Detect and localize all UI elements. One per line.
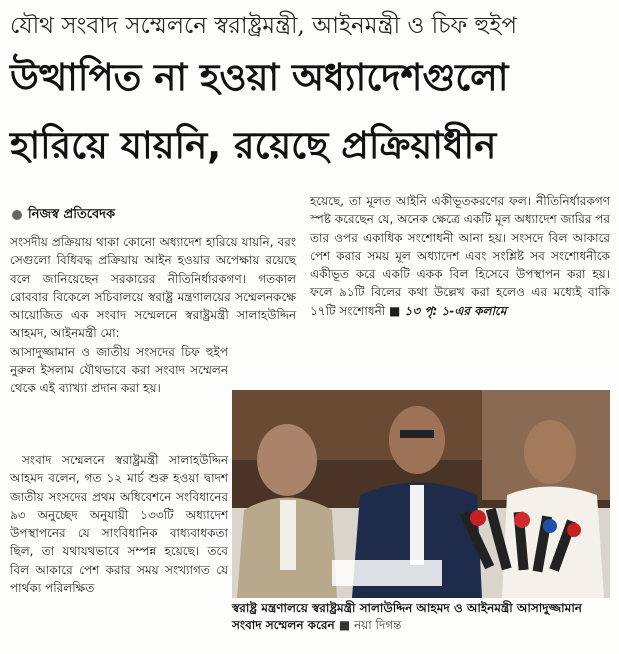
headline-line-2: হারিয়ে যায়নি, রয়েছে প্রক্রিয়াধীন — [10, 124, 497, 167]
article-paragraph-1: সংসদীয় প্রক্রিয়ায় থাকা কোনো অধ্যাদেশ হারিয়ে যায়নি, বরং সেগুলো বিধিবদ্ধ প্রক্রিয়ায় আইন হওয়ার অপেক্ষায় রয়েছে বলে জানিয়েছেন সরকারের নীতিনির্ধারকগণ। গতকাল রোববার বিকেলে সচিবালয়ে স্বরাষ্ট্র মন্ত্রণালয়ের সম্মেলনকক্ষে আয়োজিত এক সংবাদ সম্মেলনে স্বরাষ্ট্রমন্ত্রী সালাহউদ্দিন আহমদ, আইনমন্ত্রী মো: — [10, 235, 296, 341]
photo-illustration — [232, 390, 610, 598]
article-paragraph-3-text: হয়েছে, তা মূলত আইনি একীভূতকরণের ফল। নীতিনির্ধারকগণ স্পষ্ট করেছেন যে, অনেক ক্ষেত্রে একটি মূল অধ্যাদেশ জারির পর তার ওপর একাধিক সংশোধনী আনা হয়। সংসদে বিল আকারে পেশ করার সময় মূল অধ্যাদেশ এবং সংশ্লিষ্ট সব সংশোধনীকে একীভূত করে একটি একক বিল হিসেবে উপস্থাপন করা হয়। ফলে ৯১টি বিলের কথা উল্লেখ করা হলেও এর মধ্যেই বাকি ১৭টি সংশোধনী — [310, 194, 610, 318]
byline — [12, 205, 115, 226]
article-column-right — [310, 192, 610, 320]
article-column-left — [10, 233, 296, 398]
byline-text: নিজস্ব প্রতিবেদক — [28, 207, 116, 222]
continuation-jump: ■ ১৩ পৃ: ১-এর কলামে — [389, 303, 507, 318]
article-paragraph-2: সংবাদ সম্মেলনে স্বরাষ্ট্রমন্ত্রী সালাহউদ্দিন আহমদ বলেন, গত ১২ মার্চ শুরু হওয়া দ্বাদশ জাতীয় সংসদের প্রথম অধিবেশনে সংবিধানের ৯৩ অনুচ্ছেদ অনুযায়ী ১৩৩টি অধ্যাদেশ উপস্থাপনের যে সাংবিধানিক বাধ্যবাধকতা ছিল, তা যথাযথভাবে সম্পন্ন হয়েছে। তবে বিল আকারে পেশ করার সময় সংখ্যাগত যে পার্থক্য পরিলক্ষিত — [10, 453, 228, 596]
photo-caption — [232, 600, 614, 634]
headline-line-1: উত্থাপিত না হওয়া অধ্যাদেশগুলো — [10, 56, 509, 99]
article-paragraph-1-continued: আসাদুজ্জামান ও জাতীয় সংসদের চিফ হুইপ নুরুল ইসলাম যৌথভাবে করা সংবাদ সম্মেলন থেকে এই ব্যাখ্যা প্রদান করা হয়। — [10, 344, 228, 396]
press-conference-photo — [232, 390, 610, 598]
bullet-icon — [12, 210, 22, 220]
article-column-left-lower — [10, 451, 228, 597]
article-paragraph-3 — [310, 192, 610, 320]
photo-caption-text: স্বরাষ্ট্র মন্ত্রণালয়ে স্বরাষ্ট্রমন্ত্রী সালাউদ্দিন আহমদ ও আইনমন্ত্রী আসাদুজ্জামান সংবাদ সম্মেলন করেন — [232, 601, 582, 632]
photo-credit: ■ নয়া দিগন্ত — [338, 618, 402, 632]
kicker: যৌথ সংবাদ সম্মেলনে স্বরাষ্ট্রমন্ত্রী, আইনমন্ত্রী ও চিফ হুইপ — [10, 13, 517, 39]
